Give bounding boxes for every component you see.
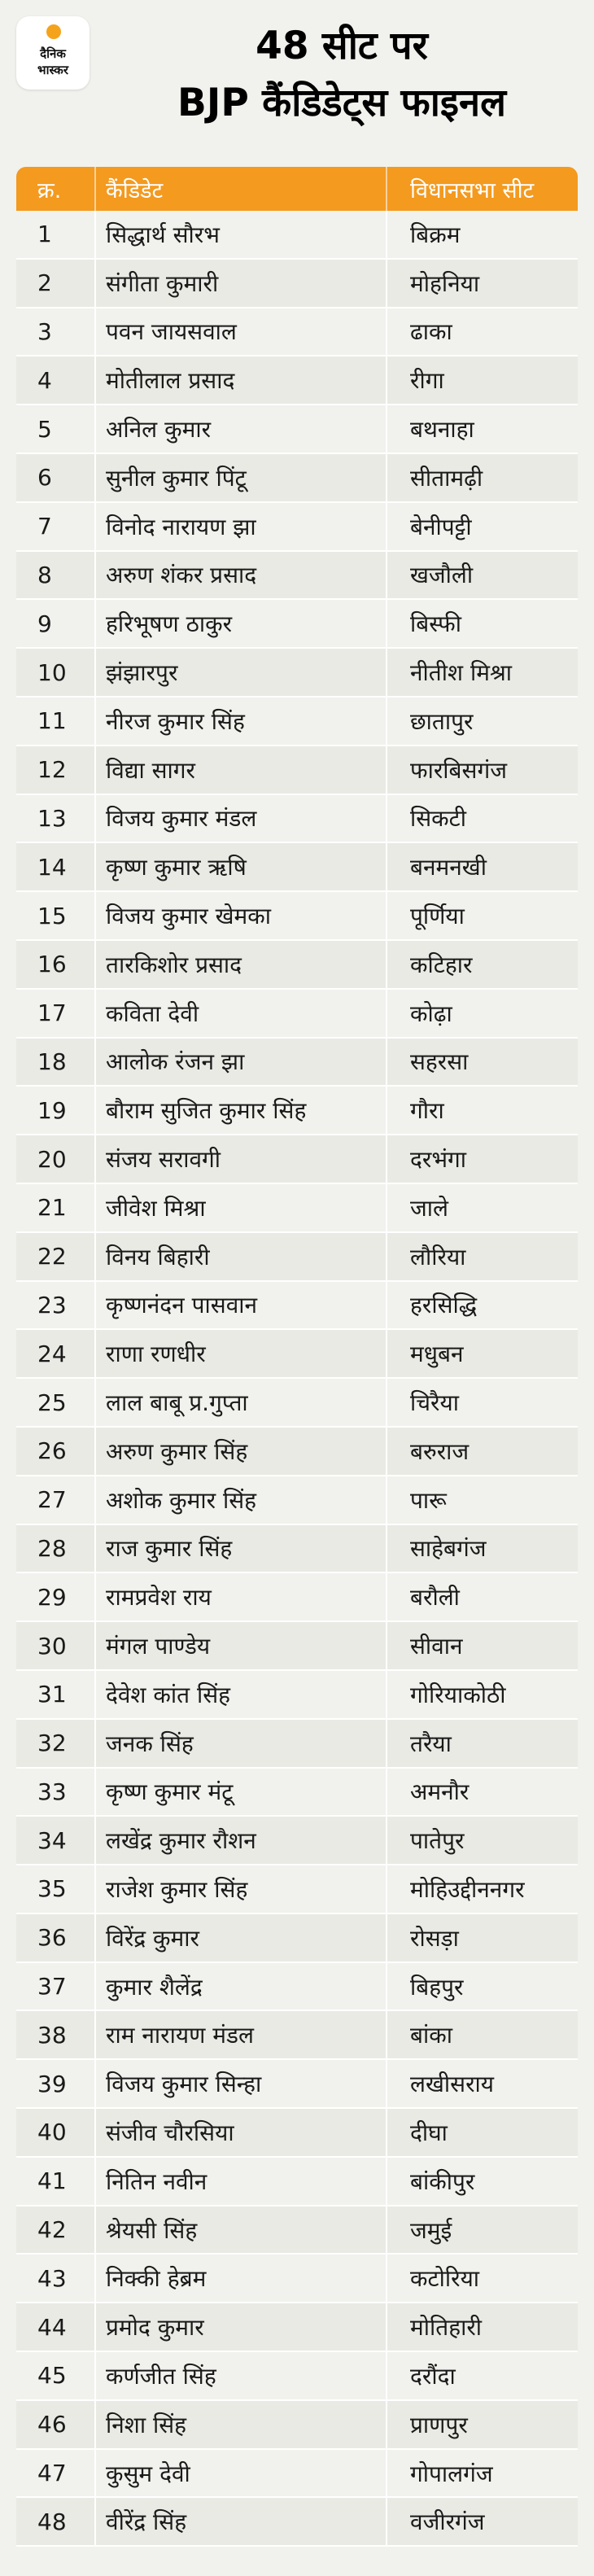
- row-candidate-name: नीरज कुमार सिंह: [94, 698, 386, 745]
- row-serial-number: 16: [37, 951, 67, 978]
- row-assembly-seat: रोसड़ा: [386, 1914, 578, 1962]
- row-assembly-seat: कोढ़ा: [386, 990, 578, 1037]
- row-assembly-seat: मधुबन: [386, 1330, 578, 1377]
- table-row: [16, 1184, 578, 1233]
- table-row: [16, 2109, 578, 2158]
- row-serial-number: 43: [37, 2264, 67, 2292]
- table-row: [16, 405, 578, 454]
- table-row: [16, 454, 578, 503]
- table-row: [16, 1330, 578, 1379]
- row-assembly-seat: बिहपुर: [386, 1963, 578, 2010]
- row-serial-number: 30: [37, 1632, 67, 1660]
- row-serial-number: 20: [37, 1145, 67, 1173]
- row-candidate-name: कृष्ण कुमार ऋषि: [94, 843, 386, 890]
- row-candidate-name: झंझारपुर: [94, 649, 386, 696]
- row-assembly-seat: बांकीपुर: [386, 2158, 578, 2205]
- row-serial-number: 42: [37, 2216, 67, 2244]
- row-serial-number: 13: [37, 804, 67, 832]
- header-serial-number: क्र.: [37, 177, 62, 203]
- row-serial-number: 15: [37, 902, 67, 929]
- row-assembly-seat: सीतामढ़ी: [386, 454, 578, 501]
- row-assembly-seat: चिरैया: [386, 1379, 578, 1426]
- row-assembly-seat: दरौंदा: [386, 2352, 578, 2399]
- row-serial-number: 34: [37, 1826, 67, 1854]
- table-row: [16, 698, 578, 746]
- row-serial-number: 24: [37, 1340, 67, 1367]
- row-assembly-seat: सहरसा: [386, 1039, 578, 1086]
- row-serial-number: 36: [37, 1924, 67, 1952]
- row-serial-number: 2: [37, 269, 52, 297]
- table-row: [16, 892, 578, 941]
- row-candidate-name: तारकिशोर प्रसाद: [94, 941, 386, 988]
- row-candidate-name: लखेंद्र कुमार रौशन: [94, 1817, 386, 1864]
- table-row: [16, 1769, 578, 1817]
- row-serial-number: 14: [37, 853, 67, 881]
- row-serial-number: 28: [37, 1534, 67, 1562]
- row-serial-number: 5: [37, 415, 52, 443]
- row-assembly-seat: बेनीपट्टी: [386, 503, 578, 550]
- row-assembly-seat: कटोरिया: [386, 2255, 578, 2302]
- row-assembly-seat: मोहिउद्दीननगर: [386, 1865, 578, 1913]
- row-candidate-name: राज कुमार सिंह: [94, 1525, 386, 1572]
- row-assembly-seat: गोरियाकोठी: [386, 1671, 578, 1718]
- candidates-table: [16, 167, 578, 2547]
- row-assembly-seat: बिक्रम: [386, 211, 578, 258]
- row-candidate-name: विद्या सागर: [94, 746, 386, 794]
- table-row: [16, 600, 578, 649]
- row-assembly-seat: लखीसराय: [386, 2060, 578, 2107]
- row-candidate-name: कृष्ण कुमार मंटू: [94, 1769, 386, 1816]
- table-row: [16, 795, 578, 844]
- row-serial-number: 46: [37, 2411, 67, 2438]
- row-serial-number: 3: [37, 317, 52, 345]
- header: [0, 0, 594, 155]
- row-candidate-name: राजेश कुमार सिंह: [94, 1865, 386, 1913]
- row-candidate-name: निशा सिंह: [94, 2401, 386, 2448]
- row-assembly-seat: प्राणपुर: [386, 2401, 578, 2448]
- row-serial-number: 11: [37, 707, 67, 735]
- row-serial-number: 29: [37, 1583, 67, 1611]
- row-serial-number: 44: [37, 2313, 67, 2341]
- row-candidate-name: कुसुम देवी: [94, 2450, 386, 2497]
- table-row: [16, 260, 578, 308]
- row-serial-number: 41: [37, 2167, 67, 2195]
- row-assembly-seat: साहेबगंज: [386, 1525, 578, 1572]
- row-assembly-seat: बिस्फी: [386, 600, 578, 647]
- row-candidate-name: प्रमोद कुमार: [94, 2303, 386, 2351]
- sun-icon: [46, 24, 61, 39]
- logo-text-line1: दैनिक: [40, 46, 66, 61]
- row-assembly-seat: फारबिसगंज: [386, 746, 578, 794]
- table-row: [16, 2158, 578, 2206]
- row-serial-number: 31: [37, 1681, 67, 1708]
- table-row: [16, 843, 578, 892]
- row-assembly-seat: अमनौर: [386, 1769, 578, 1816]
- table-row: [16, 1914, 578, 1963]
- table-row: [16, 1087, 578, 1135]
- table-row: [16, 1817, 578, 1865]
- row-assembly-seat: मोहनिया: [386, 260, 578, 307]
- row-serial-number: 17: [37, 999, 67, 1027]
- row-assembly-seat: जाले: [386, 1184, 578, 1231]
- row-assembly-seat: बथनाहा: [386, 405, 578, 453]
- row-serial-number: 18: [37, 1047, 67, 1075]
- logo-text-line2: भास्कर: [37, 63, 68, 77]
- table-row: [16, 1039, 578, 1087]
- row-candidate-name: अरुण कुमार सिंह: [94, 1428, 386, 1475]
- row-candidate-name: विनोद नारायण झा: [94, 503, 386, 550]
- table-row: [16, 552, 578, 601]
- table-row: [16, 2352, 578, 2401]
- row-candidate-name: विजय कुमार मंडल: [94, 795, 386, 842]
- row-assembly-seat: पूर्णिया: [386, 892, 578, 939]
- row-candidate-name: राम नारायण मंडल: [94, 2011, 386, 2058]
- row-candidate-name: जनक सिंह: [94, 1720, 386, 1767]
- row-assembly-seat: दीघा: [386, 2109, 578, 2156]
- table-row: [16, 2060, 578, 2109]
- table-row: [16, 503, 578, 552]
- row-candidate-name: बौराम सुजित कुमार सिंह: [94, 1087, 386, 1134]
- row-serial-number: 27: [37, 1486, 67, 1514]
- row-serial-number: 39: [37, 2070, 67, 2097]
- row-candidate-name: सुनील कुमार पिंटू: [94, 454, 386, 501]
- row-serial-number: 9: [37, 610, 52, 637]
- row-assembly-seat: ढाका: [386, 308, 578, 356]
- table-header-row: [16, 167, 578, 211]
- row-assembly-seat: दरभंगा: [386, 1135, 578, 1183]
- row-candidate-name: कविता देवी: [94, 990, 386, 1037]
- header-assembly-seat: विधानसभा सीट: [386, 167, 578, 211]
- table-row: [16, 1379, 578, 1428]
- row-serial-number: 4: [37, 366, 52, 394]
- table-row: [16, 746, 578, 795]
- table-row: [16, 1135, 578, 1184]
- table-body: [16, 211, 578, 2547]
- row-candidate-name: संजीव चौरसिया: [94, 2109, 386, 2156]
- row-candidate-name: मंगल पाण्डेय: [94, 1622, 386, 1669]
- row-candidate-name: कृष्णनंदन पासवान: [94, 1282, 386, 1329]
- row-assembly-seat: पारू: [386, 1476, 578, 1524]
- row-candidate-name: देवेश कांत सिंह: [94, 1671, 386, 1718]
- row-serial-number: 48: [37, 2508, 67, 2535]
- row-serial-number: 8: [37, 561, 52, 588]
- table-row: [16, 1525, 578, 1574]
- row-assembly-seat: बांका: [386, 2011, 578, 2058]
- row-candidate-name: हरिभूषण ठाकुर: [94, 600, 386, 647]
- table-row: [16, 1476, 578, 1525]
- table-row: [16, 2255, 578, 2303]
- row-candidate-name: अरुण शंकर प्रसाद: [94, 552, 386, 599]
- page-title-line1: 48 सीट पर: [256, 24, 428, 68]
- row-assembly-seat: बनमनखी: [386, 843, 578, 890]
- row-serial-number: 35: [37, 1875, 67, 1903]
- row-assembly-seat: छातापुर: [386, 698, 578, 745]
- row-candidate-name: आलोक रंजन झा: [94, 1039, 386, 1086]
- table-row: [16, 2011, 578, 2060]
- row-serial-number: 40: [37, 2119, 67, 2146]
- row-assembly-seat: गोपालगंज: [386, 2450, 578, 2497]
- table-row: [16, 1573, 578, 1622]
- row-serial-number: 1: [37, 221, 52, 248]
- row-candidate-name: विनय बिहारी: [94, 1233, 386, 1280]
- row-candidate-name: रामप्रवेश राय: [94, 1573, 386, 1620]
- row-candidate-name: कर्णजीत सिंह: [94, 2352, 386, 2399]
- header-candidate: कैंडिडेट: [94, 167, 386, 211]
- row-candidate-name: लाल बाबू प्र.गुप्ता: [94, 1379, 386, 1426]
- row-serial-number: 7: [37, 513, 52, 540]
- row-assembly-seat: हरसिद्धि: [386, 1282, 578, 1329]
- row-candidate-name: सिद्धार्थ सौरभ: [94, 211, 386, 258]
- row-candidate-name: संगीता कुमारी: [94, 260, 386, 307]
- row-assembly-seat: पातेपुर: [386, 1817, 578, 1864]
- table-row: [16, 1865, 578, 1914]
- row-candidate-name: कुमार शैलेंद्र: [94, 1963, 386, 2010]
- row-candidate-name: विजय कुमार खेमका: [94, 892, 386, 939]
- row-serial-number: 45: [37, 2362, 67, 2390]
- row-assembly-seat: मोतिहारी: [386, 2303, 578, 2351]
- row-assembly-seat: लौरिया: [386, 1233, 578, 1280]
- row-serial-number: 22: [37, 1243, 67, 1271]
- table-row: [16, 1233, 578, 1282]
- table-row: [16, 1963, 578, 2012]
- row-serial-number: 10: [37, 658, 67, 686]
- table-row: [16, 308, 578, 357]
- row-serial-number: 25: [37, 1389, 67, 1416]
- row-candidate-name: जीवेश मिश्रा: [94, 1184, 386, 1231]
- table-row: [16, 649, 578, 698]
- table-row: [16, 1720, 578, 1769]
- row-assembly-seat: तरैया: [386, 1720, 578, 1767]
- row-assembly-seat: बरुराज: [386, 1428, 578, 1475]
- row-serial-number: 19: [37, 1096, 67, 1124]
- row-assembly-seat: गौरा: [386, 1087, 578, 1134]
- table-row: [16, 990, 578, 1039]
- row-candidate-name: राणा रणधीर: [94, 1330, 386, 1377]
- dainik-bhaskar-logo: [16, 16, 90, 90]
- table-row: [16, 1622, 578, 1671]
- table-row: [16, 356, 578, 405]
- table-row: [16, 2206, 578, 2255]
- row-assembly-seat: कटिहार: [386, 941, 578, 988]
- row-assembly-seat: जमुई: [386, 2206, 578, 2254]
- row-assembly-seat: सिकटी: [386, 795, 578, 842]
- row-candidate-name: विजय कुमार सिन्हा: [94, 2060, 386, 2107]
- row-candidate-name: निक्की हेब्रम: [94, 2255, 386, 2302]
- row-assembly-seat: खजौली: [386, 552, 578, 599]
- row-assembly-seat: रीगा: [386, 356, 578, 404]
- row-assembly-seat: सीवान: [386, 1622, 578, 1669]
- row-candidate-name: मोतीलाल प्रसाद: [94, 356, 386, 404]
- table-row: [16, 1428, 578, 1476]
- page-title-line2: BJP कैंडिडेट्स फाइनल: [177, 81, 506, 125]
- table-row: [16, 1282, 578, 1331]
- row-assembly-seat: वजीरगंज: [386, 2498, 578, 2545]
- row-serial-number: 12: [37, 756, 67, 784]
- row-serial-number: 33: [37, 1778, 67, 1805]
- row-serial-number: 6: [37, 464, 52, 492]
- row-candidate-name: विरेंद्र कुमार: [94, 1914, 386, 1962]
- row-candidate-name: अशोक कुमार सिंह: [94, 1476, 386, 1524]
- row-candidate-name: पवन जायसवाल: [94, 308, 386, 356]
- row-candidate-name: संजय सरावगी: [94, 1135, 386, 1183]
- row-serial-number: 47: [37, 2460, 67, 2487]
- row-serial-number: 37: [37, 1973, 67, 2001]
- table-row: [16, 1671, 578, 1720]
- table-row: [16, 2401, 578, 2450]
- row-serial-number: 23: [37, 1291, 67, 1319]
- table-row: [16, 2498, 578, 2547]
- row-serial-number: 26: [37, 1437, 67, 1465]
- row-serial-number: 32: [37, 1730, 67, 1757]
- row-serial-number: 21: [37, 1194, 67, 1222]
- row-serial-number: 38: [37, 2021, 67, 2049]
- row-candidate-name: श्रेयसी सिंह: [94, 2206, 386, 2254]
- table-row: [16, 2450, 578, 2499]
- row-candidate-name: अनिल कुमार: [94, 405, 386, 453]
- row-assembly-seat: नीतीश मिश्रा: [386, 649, 578, 696]
- table-row: [16, 941, 578, 990]
- row-assembly-seat: बरौली: [386, 1573, 578, 1620]
- row-candidate-name: नितिन नवीन: [94, 2158, 386, 2205]
- table-row: [16, 211, 578, 260]
- table-row: [16, 2303, 578, 2352]
- row-candidate-name: वीरेंद्र सिंह: [94, 2498, 386, 2545]
